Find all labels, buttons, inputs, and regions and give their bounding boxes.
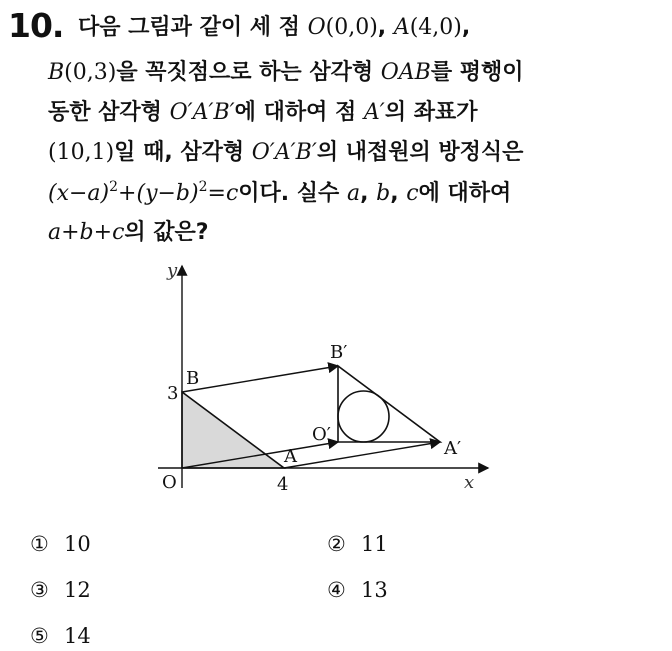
choice-mark: ①: [30, 532, 49, 556]
triangle-translation-figure: [148, 254, 493, 494]
point-a-prime-label: A′: [444, 438, 462, 459]
translation-arrow-a: [284, 442, 440, 468]
choice-mark: ⑤: [30, 624, 49, 648]
question-number: 10.: [8, 6, 64, 45]
choice-value: 11: [361, 532, 388, 556]
question-text: 를 평행이: [430, 60, 524, 85]
exponent: 2: [198, 179, 208, 195]
a-prime-coord: (10,1): [48, 140, 115, 165]
question-line-4: [48, 135, 523, 166]
y-axis-label: y: [167, 260, 178, 281]
exponent: 2: [109, 179, 119, 195]
point-b-coord: (0,3): [64, 60, 117, 85]
choice-5[interactable]: [30, 624, 91, 648]
choice-value: 10: [64, 532, 91, 556]
point-a-coord: (4,0): [409, 15, 462, 40]
question-text: 을 꼭짓점으로 하는 삼각형: [116, 60, 381, 85]
var-b: b: [376, 181, 391, 206]
point-a-prime: A′: [363, 100, 385, 125]
incircle: [338, 391, 389, 442]
point-b-prime-label: B′: [330, 342, 348, 363]
x-axis-label: x: [464, 472, 475, 493]
question-text: 에 대하여 점: [234, 100, 364, 125]
equation-part: (x−a): [48, 181, 110, 206]
tick-label-y3: 3: [167, 383, 179, 404]
question-text: 일 때, 삼각형: [114, 140, 252, 165]
choice-value: 13: [361, 578, 388, 602]
question-text: 의 내접원의 방정식은: [316, 140, 524, 165]
question-line-1: [78, 10, 470, 41]
question-text: 의 값은?: [124, 220, 209, 245]
separator: ,: [360, 181, 377, 206]
point-a: A: [393, 15, 410, 40]
triangle-oab: OAB: [380, 60, 431, 85]
triangle-oprime: O′A′B′: [251, 140, 317, 165]
question-text: 의 좌표가: [384, 100, 478, 125]
var-a: a: [346, 181, 361, 206]
separator: ,: [390, 181, 407, 206]
choice-2[interactable]: [327, 532, 388, 556]
choice-mark: ④: [327, 578, 346, 602]
choice-value: 12: [64, 578, 91, 602]
question-line-6: [48, 215, 209, 246]
point-o-coord: (0,0): [325, 15, 378, 40]
choice-value: 14: [64, 624, 91, 648]
triangle-oprime-shape: [338, 366, 440, 442]
question-text: 이다. 실수: [238, 181, 347, 206]
equation-part: =c: [207, 181, 239, 206]
question-line-2: [48, 55, 524, 86]
point-b: B: [48, 60, 65, 85]
choice-mark: ③: [30, 578, 49, 602]
translation-arrow-b: [182, 366, 338, 392]
question-text: 에 대하여: [418, 181, 512, 206]
separator: ,: [461, 15, 471, 40]
tick-label-x4: 4: [277, 474, 289, 494]
origin-label: O: [162, 472, 177, 493]
triangle-oprime: O′A′B′: [169, 100, 235, 125]
point-o-prime-label: O′: [312, 424, 331, 445]
choice-4[interactable]: [327, 578, 388, 602]
choice-mark: ②: [327, 532, 346, 556]
choice-3[interactable]: [30, 578, 91, 602]
question-text: 다음 그림과 같이 세 점: [78, 15, 308, 40]
point-o: O: [307, 15, 326, 40]
question-line-3: [48, 95, 477, 126]
expression: a+b+c: [48, 220, 125, 245]
point-a-label: A: [284, 446, 297, 467]
question-line-5: [48, 176, 511, 207]
var-c: c: [406, 181, 419, 206]
separator: ,: [377, 15, 394, 40]
equation-part: +(y−b): [118, 181, 199, 206]
point-b-label: B: [186, 368, 200, 389]
choice-1[interactable]: [30, 532, 91, 556]
question-text: 동한 삼각형: [48, 100, 170, 125]
triangle-oab-shape: [182, 392, 284, 468]
